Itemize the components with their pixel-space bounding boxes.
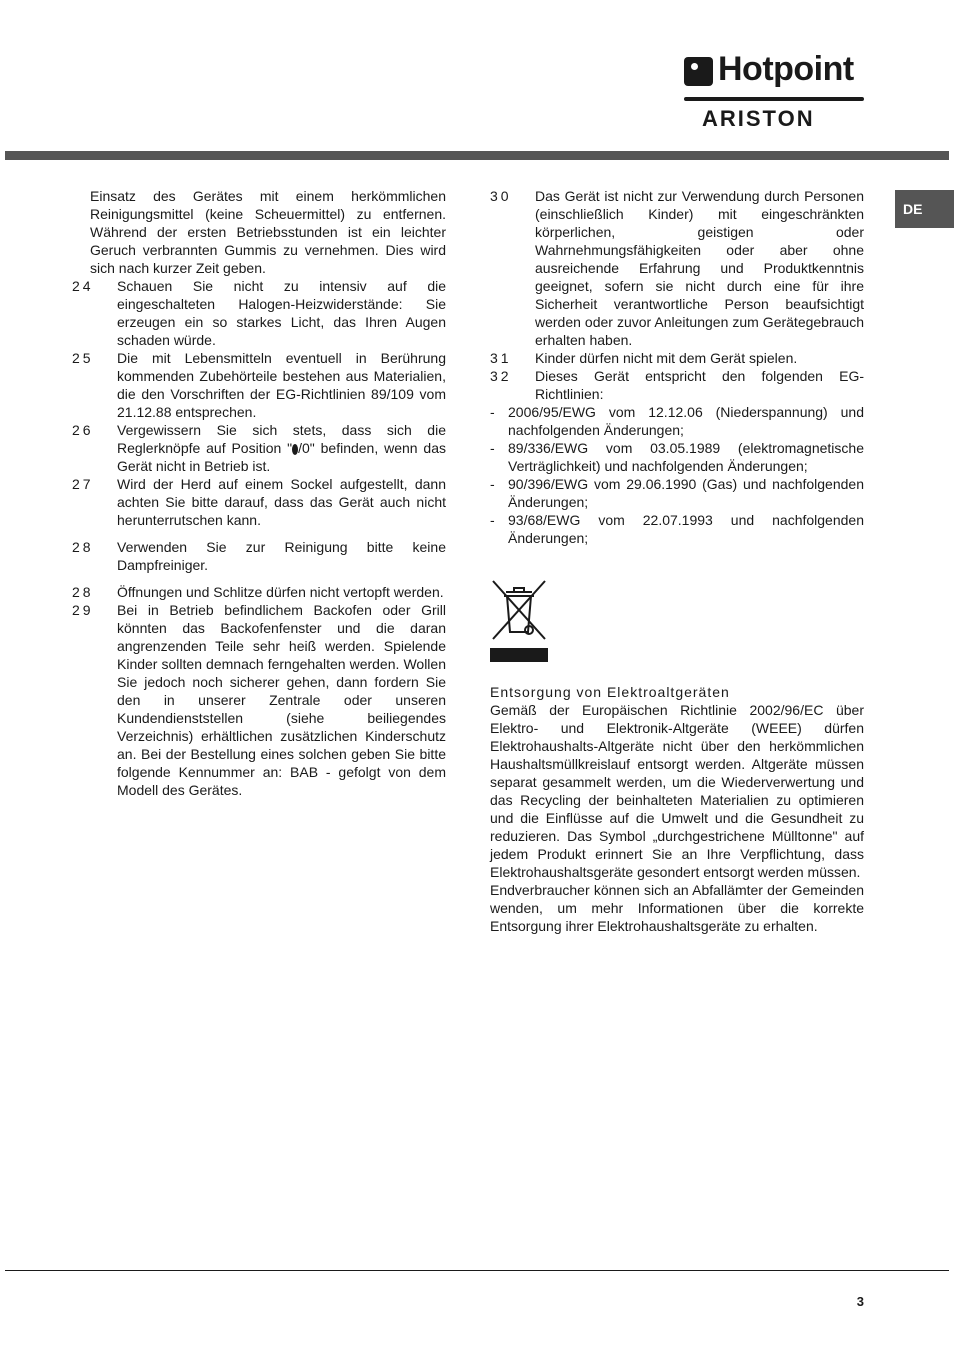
dash-bullet: -	[490, 512, 495, 528]
item-number: 24	[72, 278, 94, 294]
list-item	[72, 583, 446, 601]
list-item	[490, 349, 864, 367]
brand-name: Hotpoint	[718, 50, 854, 88]
disposal-paragraph-1: Gemäß der Europäischen Richtlinie 2002/96/EC über Elektro- und Elektronik-Altgeräte (WEEE) dürfen Elektrohaushalts-Altgeräte nicht über den herkömmlichen Haushaltsmüllkreislauf entsorgt werden. Altgeräte müssen separat gesammelt werden, um die Wiederverwertung und das Recycling der beinhalteten Materialien zu optimieren und die Einflüsse auf die Umwelt und die Gesundheit zu reduzieren. Das Symbol „durchgestrichene Mülltonne" auf jedem Produkt erinnert Sie an Ihre Verpflichtung, dass Elektrohaushaltsgeräte gesondert entsorgt werden müssen.	[490, 702, 864, 880]
item-text-after: /0" befinden, wenn das Gerät nicht in Betrieb ist.	[117, 440, 446, 474]
directive-text: 93/68/EWG vom 22.07.1993 und nachfolgenden Änderungen;	[508, 512, 864, 546]
item-text	[117, 421, 446, 475]
dash-bullet: -	[490, 440, 495, 456]
item-text: Wird der Herd auf einem Sockel aufgestellt, dann achten Sie bitte darauf, dass das Gerät auch nicht herunterrutschen kann.	[117, 476, 446, 528]
item-number: 30	[490, 188, 512, 204]
item-text: Verwenden Sie zur Reinigung bitte keine Dampfreiniger.	[117, 539, 446, 573]
item-number: 31	[490, 350, 512, 366]
directive-item	[490, 475, 864, 511]
list-item	[72, 349, 446, 421]
brand-sub: ARISTON	[702, 106, 815, 131]
footer-divider	[5, 1270, 949, 1271]
item-number: 28	[72, 584, 94, 600]
brand-logo	[684, 50, 864, 131]
hotpoint-logo-icon	[684, 57, 713, 86]
directive-text: 89/336/EWG vom 03.05.1989 (elektromagnetische Verträglichkeit) und nachfolgenden Änderungen;	[508, 440, 864, 474]
directive-text: 2006/95/EWG vom 12.12.06 (Niederspannung) und nachfolgenden Änderungen;	[508, 404, 864, 438]
item-text-before: Vergewissern Sie sich stets, dass sich die Reglerknöpfe auf Position "	[117, 422, 446, 456]
item-number: 29	[72, 602, 94, 618]
disposal-section	[490, 683, 864, 935]
list-item	[72, 475, 446, 529]
crossed-out-wheelie-bin-icon	[490, 578, 548, 662]
dash-bullet: -	[490, 404, 495, 420]
directive-item	[490, 403, 864, 439]
left-column	[72, 187, 446, 799]
intro-paragraph: Einsatz des Gerätes mit einem herkömmlichen Reinigungsmittel (keine Scheuermittel) zu entfernen. Während der ersten Betriebsstunden ist ein leichter Geruch verbrannten Gummis zu vernehmen. Dies wird sich nach kurzer Zeit geben.	[90, 188, 446, 276]
item-text: Dieses Gerät entspricht den folgenden EG-Richtlinien:	[535, 368, 864, 402]
list-item	[72, 277, 446, 349]
item-number: 28	[72, 539, 94, 555]
dash-bullet: -	[490, 476, 495, 492]
item-number: 32	[490, 368, 512, 384]
list-item	[490, 187, 864, 349]
right-column	[490, 187, 864, 547]
item-number: 27	[72, 476, 94, 492]
list-item	[72, 538, 446, 574]
list-item	[490, 367, 864, 403]
item-text: Kinder dürfen nicht mit dem Gerät spielen.	[535, 350, 798, 366]
directive-item	[490, 511, 864, 547]
item-text: Die mit Lebensmitteln eventuell in Berührung kommenden Zubehörteile bestehen aus Materialien, die den Vorschriften der EG-Richtlinien 89/109 vom 21.12.88 entsprechen.	[117, 350, 446, 420]
item-number: 26	[72, 422, 94, 438]
item-text: Bei in Betrieb befindlichem Backofen oder Grill könnten das Backofenfenster und die daran angrenzenden Teile sehr heiß werden. Spielende Kinder sollten demnach ferngehalten werden. Wollen Sie jedoch noch sicherer gehen, dann fordern Sie den in unserer Zentrale oder unseren Kundendienststellen (siehe beiliegendes Verzeichnis) erhältlichen zusätzlichen Kinderschutz an. Bei der Bestellung eines solchen geben Sie bitte folgende Kennummer an: BAB - gefolgt von dem Modell des Gerätes.	[117, 602, 446, 798]
logo-divider	[684, 97, 864, 101]
list-item	[72, 421, 446, 475]
header-bar	[5, 151, 949, 160]
disposal-paragraph-2: Endverbraucher können sich an Abfallämter der Gemeinden wenden, um mehr Informationen über die korrekte Entsorgung ihrer Elektrohaushaltsgeräte zu erhalten.	[490, 882, 864, 934]
item-text: Schauen Sie nicht zu intensiv auf die eingeschalteten Halogen-Heizwiderstände: Sie erzeugen ein so starkes Licht, das Ihren Augen schaden würde.	[117, 278, 446, 348]
item-text: Das Gerät ist nicht zur Verwendung durch Personen (einschließlich Kinder) mit eingeschränkten körperlichen, geistigen oder Wahrnehmungsfähigkeiten oder aber ohne ausreichende Erfahrung und Produktkenntnis geeignet, sofern sie nicht durch eine für ihre Sicherheit verantwortliche Person beaufsichtigt werden oder zuvor Anleitungen zum Gerätegebrauch erhalten haben.	[535, 188, 864, 348]
directive-text: 90/396/EWG vom 29.06.1990 (Gas) und nachfolgenden Änderungen;	[508, 476, 864, 510]
page-number: 3	[856, 1294, 864, 1309]
item-text: Öffnungen und Schlitze dürfen nicht vertopft werden.	[117, 584, 444, 600]
directive-item	[490, 439, 864, 475]
list-item	[72, 601, 446, 799]
language-tab: DE	[895, 190, 954, 228]
disposal-heading: Entsorgung von Elektroaltgeräten	[490, 684, 730, 700]
item-number: 25	[72, 350, 94, 366]
